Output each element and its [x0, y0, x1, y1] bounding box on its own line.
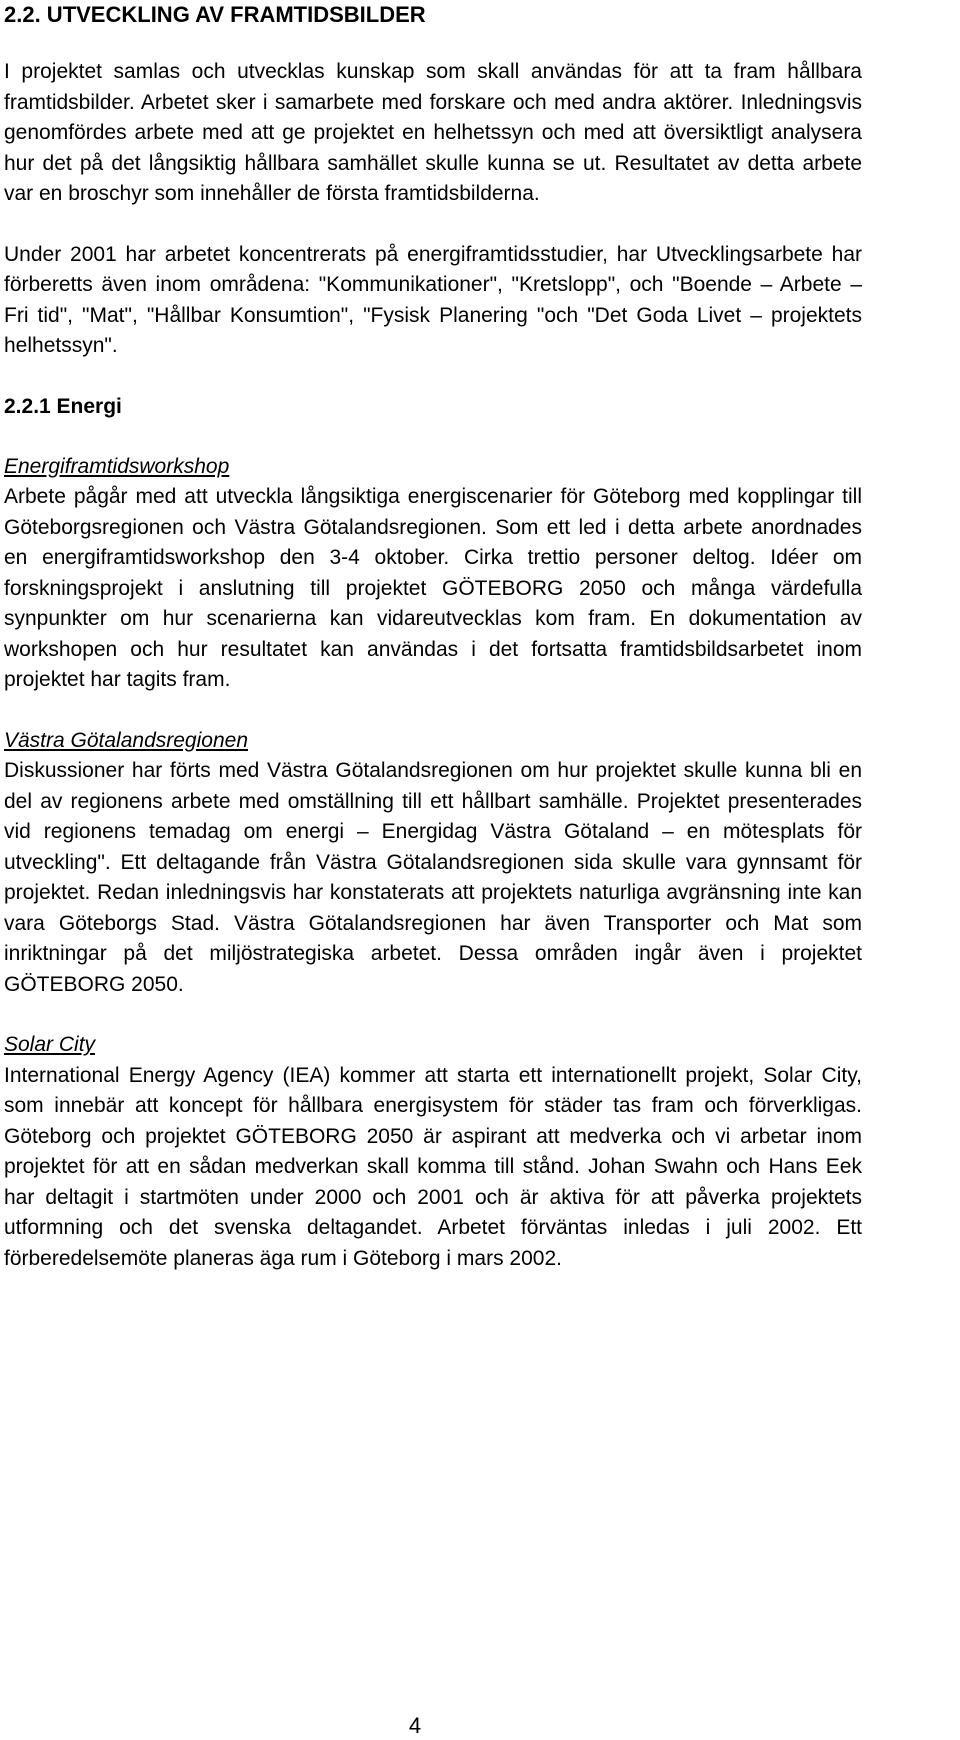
block-text-workshop: Arbete pågår med att utveckla långsiktiga energiscenarier för Göteborg med kopplingar till Göteborgsregionen och Västra Götalandsregionen. Som ett led i detta arbete anordnades en energiframtidsworkshop den 3-4 oktober. Cirka trettio personer deltog. Idéer om forskningsprojekt i anslutning till projektet GÖTEBORG 2050 och många värdefulla synpunkter om hur scenarierna kan vidareutvecklas kom fram. En dokumentation av workshopen och hur resultatet kan användas i det fortsatta framtidsbildsarbetet inom projektet har tagits fram. — [4, 485, 862, 691]
block-title-region: Västra Götalandsregionen — [4, 728, 248, 752]
section-heading: 2.2. UTVECKLING AV FRAMTIDSBILDER — [4, 2, 426, 27]
document-page — [4, 0, 862, 1274]
block-title-solar-city: Solar City — [4, 1033, 96, 1056]
areas-paragraph: Under 2001 har arbetet koncentrerats på energiframtidsstudier, har Utvecklingsarbete har förberetts även inom områdena: "Kommunikationer", "Kretslopp", och "Boende – Arbete – Fri tid", "Mat", "Hållbar Konsumtion", "Fysisk Planering "och "Det Goda Livet – projektets helhetssyn". — [4, 242, 862, 357]
block-text-solar-city: International Energy Agency (IEA) kommer att starta ett internationellt projekt, Solar City, som innebär att koncept för hållbara energisystem för städer tas fram och förverkligas. Göteborg och projektet GÖTEBORG 2050 är aspirant att medverka och vi arbetar inom projektet för att en sådan medverkan skall komma till stånd. Johan Swahn och Hans Eek har deltagit i startmöten under 2000 och 2001 och är aktiva för att påverka projektets utformning och det svenska deltagandet. Arbetet förväntas inledas i juli 2002. Ett förberedelsemöte planeras äga rum i Göteborg i mars 2002. — [4, 1063, 862, 1270]
intro-paragraph: I projektet samlas och utvecklas kunskap som skall användas för att ta fram hållbara framtidsbilder. Arbetet sker i samarbete med forskare och med andra aktörer. Inledningsvis genomfördes arbete med att ge projektet en helhetssyn och med att översiktligt analysera hur det på det långsiktig hållbara samhället skulle kunna se ut. Resultatet av detta arbete var en broschyr som innehåller de första framtidsbilderna. — [4, 60, 862, 205]
page-number: 4 — [408, 1713, 422, 1738]
subsection-heading: 2.2.1 Energi — [4, 394, 122, 418]
block-text-region: Diskussioner har förts med Västra Götalandsregionen om hur projektet skulle kunna bli en del av regionens arbete med omställning till ett hållbart samhälle. Projektet presenterades vid regionens temadag om energi – Energidag Västra Götaland – en mötesplats för utveckling". Ett deltagande från Västra Götalandsregionen sida skulle vara gynnsamt för projektet. Redan inledningsvis har konstaterats att projektets naturliga avgränsning inte kan vara Göteborgs Stad. Västra Götalandsregionen har även Transporter och Mat som inriktningar på det miljöstrategiska arbetet. Dessa områden ingår även i projektet GÖTEBORG 2050. — [4, 759, 862, 996]
block-title-workshop: Energiframtidsworkshop — [4, 454, 230, 478]
